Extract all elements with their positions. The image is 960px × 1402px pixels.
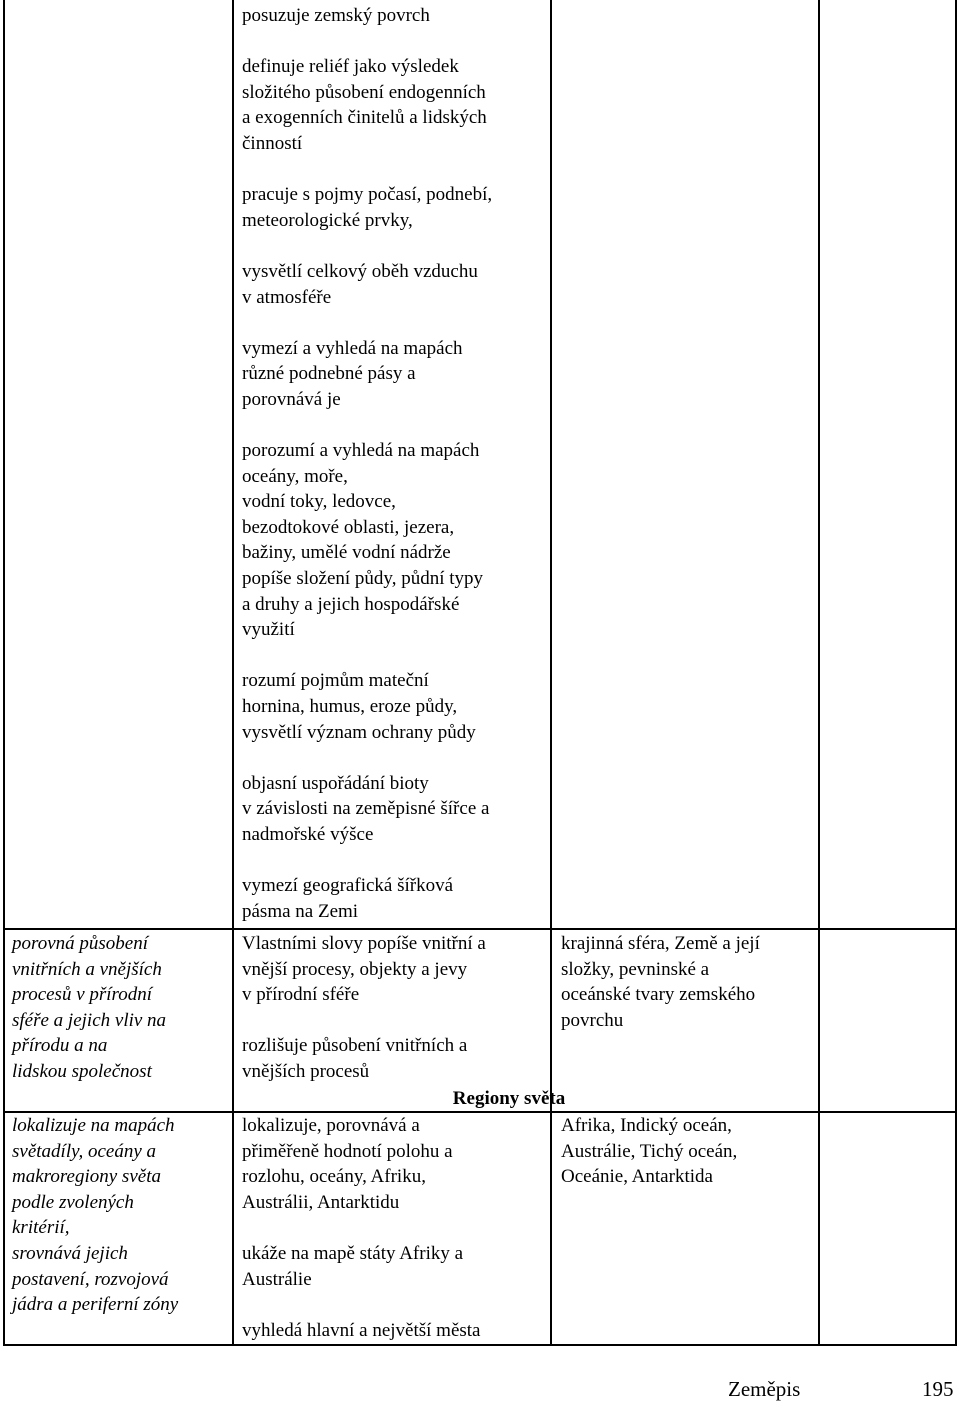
text-line: vyhledá hlavní a největší města: [242, 1319, 481, 1341]
text-line: oceány, moře,: [242, 465, 348, 487]
text-line: porovnává je: [242, 388, 341, 410]
text-line: světadíly, oceány a: [12, 1140, 157, 1162]
row3-curriculum-content: [561, 1113, 815, 1190]
footer-page-number: 195: [922, 1377, 954, 1401]
outcomes-physical-geography: [242, 3, 547, 924]
table-divider-2: [550, 0, 552, 1345]
text-line: Oceánie, Antarktida: [561, 1166, 713, 1188]
text-line: vysvětlí význam ochrany půdy: [242, 721, 476, 743]
text-line: vysvětlí celkový oběh vzduchu: [242, 260, 478, 282]
text-line: vnitřních a vnějších: [12, 958, 162, 980]
text-line: a exogenních činitelů a lidských: [242, 107, 487, 129]
text-line: definuje reliéf jako výsledek: [242, 56, 459, 78]
text-line: v závislosti na zeměpisné šířce a: [242, 798, 490, 820]
text-line: porozumí a vyhledá na mapách: [242, 440, 480, 462]
text-line: objasní uspořádání bioty: [242, 772, 429, 794]
text-line: využití: [242, 619, 295, 641]
row3-subject-outcome: [242, 1113, 547, 1343]
text-line: různé podnebné pásy a: [242, 363, 416, 385]
row2-subject-outcome: [242, 931, 547, 1085]
text-line: pásma na Zemi: [242, 900, 359, 922]
text-line: pracuje s pojmy počasí, podnebí,: [242, 184, 493, 206]
row2-school-outcome: [12, 931, 228, 1085]
text-line: Austrálii, Antarktidu: [242, 1191, 400, 1213]
text-line: Afrika, Indický oceán,: [561, 1115, 732, 1136]
row-divider-top: [3, 928, 957, 930]
row3-school-outcome: [12, 1113, 228, 1318]
text-line: přiměřeně hodnotí polohu a: [242, 1140, 453, 1162]
text-line: Vlastními slovy popíše vnitřní a: [242, 933, 486, 954]
text-line: makroregiony světa: [12, 1166, 161, 1188]
text-line: Austrálie: [242, 1268, 312, 1290]
text-line: nadmořské výšce: [242, 824, 374, 845]
text-line: lokalizuje na mapách: [12, 1115, 175, 1136]
text-line: postavení, rozvojová: [12, 1268, 169, 1290]
text-line: hornina, humus, eroze půdy,: [242, 696, 458, 718]
text-line: v přírodní sféře: [242, 984, 360, 1006]
text-line: vodní toky, ledovce,: [242, 491, 396, 513]
table-border-left: [3, 0, 5, 1345]
footer-subject: Zeměpis: [728, 1377, 801, 1401]
text-line: lidskou společnost: [12, 1060, 152, 1082]
text-line: popíše složení půdy, půdní typy: [242, 568, 483, 590]
text-line: jádra a periferní zóny: [12, 1294, 179, 1316]
text-line: vnějších procesů: [242, 1060, 370, 1082]
text-line: rozumí pojmům mateční: [242, 670, 429, 692]
text-line: složitého působení endogenních: [242, 81, 486, 103]
text-line: porovná působení: [12, 933, 148, 954]
text-line: složky, pevninské a: [561, 958, 710, 980]
table-border-bottom: [3, 1344, 957, 1346]
text-line: kritérií,: [12, 1217, 70, 1239]
text-line: ukáže na mapě státy Afriky a: [242, 1242, 464, 1264]
text-line: rozlohu, oceány, Afriku,: [242, 1166, 426, 1188]
text-line: vymezí geografická šířková: [242, 875, 454, 897]
text-line: posuzuje zemský povrch: [242, 5, 430, 26]
text-line: přírodu a na: [12, 1035, 108, 1057]
text-line: povrchu: [561, 1009, 624, 1031]
text-line: a druhy a jejich hospodářské: [242, 593, 460, 615]
text-line: meteorologické prvky,: [242, 209, 413, 231]
row2-curriculum-content: [561, 931, 815, 1033]
text-line: vnější procesy, objekty a jevy: [242, 958, 468, 980]
text-line: lokalizuje, porovnává a: [242, 1115, 420, 1136]
text-line: bezodtokové oblasti, jezera,: [242, 516, 455, 538]
text-line: vymezí a vyhledá na mapách: [242, 337, 463, 359]
table-divider-3: [818, 0, 820, 1345]
text-line: činností: [242, 132, 303, 154]
text-line: sféře a jejich vliv na: [12, 1009, 167, 1031]
table-divider-1: [232, 0, 234, 1345]
text-line: oceánské tvary zemského: [561, 984, 756, 1006]
text-line: Austrálie, Tichý oceán,: [561, 1140, 738, 1162]
text-line: podle zvolených: [12, 1191, 134, 1213]
section-heading: Regiony světa: [452, 1088, 566, 1109]
text-line: bažiny, umělé vodní nádrže: [242, 542, 451, 564]
text-line: krajinná sféra, Země a její: [561, 933, 760, 954]
text-line: v atmosféře: [242, 286, 332, 308]
table-border-right: [955, 0, 957, 1345]
text-line: procesů v přírodní: [12, 984, 153, 1006]
text-line: rozlišuje působení vnitřních a: [242, 1035, 468, 1057]
text-line: srovnává jejich: [12, 1242, 128, 1264]
